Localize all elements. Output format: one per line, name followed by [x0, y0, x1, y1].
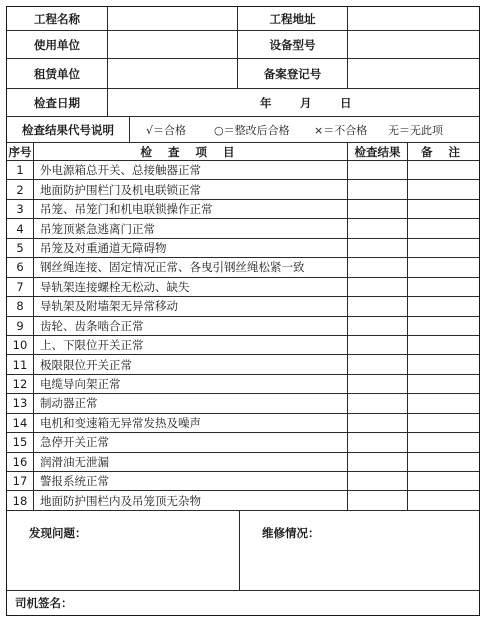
table-row — [7, 180, 479, 199]
repair-field[interactable] — [239, 511, 479, 590]
project-row — [7, 7, 479, 31]
table-row — [7, 297, 479, 316]
row-item: 地面防护围栏内及吊笼顶无杂物 — [33, 491, 347, 509]
row-result-field[interactable] — [347, 453, 407, 471]
month-label: 月 — [300, 95, 312, 110]
lessee-row — [7, 59, 479, 89]
user-unit-label: 使用单位 — [34, 37, 80, 52]
project-name-field[interactable] — [107, 7, 237, 30]
row-number: 8 — [16, 299, 24, 314]
row-result-field[interactable] — [347, 433, 407, 451]
table-row — [7, 317, 479, 336]
row-result-field[interactable] — [347, 258, 407, 276]
table-row — [7, 472, 479, 491]
lessee-unit-field[interactable] — [107, 59, 237, 88]
row-result-field[interactable] — [347, 161, 407, 179]
inspection-form — [6, 6, 480, 616]
row-result-field[interactable] — [347, 219, 407, 237]
row-result-field[interactable] — [347, 278, 407, 296]
table-header — [7, 143, 479, 161]
table-row — [7, 200, 479, 219]
day-label: 日 — [340, 95, 352, 110]
row-item: 吊笼、吊笼门和机电联锁操作正常 — [33, 200, 347, 218]
row-item: 外电源箱总开关、总接触器正常 — [33, 161, 347, 179]
year-label: 年 — [260, 95, 272, 110]
project-address-label: 工程地址 — [237, 7, 347, 30]
table-row — [7, 278, 479, 297]
row-result-field[interactable] — [347, 394, 407, 412]
table-row — [7, 258, 479, 277]
table-row — [7, 433, 479, 452]
row-item: 制动器正常 — [33, 394, 347, 412]
legend-rectified: ○＝整改后合格 — [214, 123, 290, 137]
row-result-field[interactable] — [347, 317, 407, 335]
driver-signature-label: 司机签名： — [15, 596, 73, 610]
row-number: 6 — [16, 260, 24, 275]
col-note-header: 备 注 — [407, 143, 479, 160]
row-number: 13 — [12, 396, 28, 411]
row-number: 9 — [16, 318, 24, 333]
registration-no-field[interactable] — [347, 59, 479, 88]
row-result-field[interactable] — [347, 355, 407, 373]
row-item: 吊笼顶紧急逃离门正常 — [33, 219, 347, 237]
row-result-field[interactable] — [347, 491, 407, 509]
col-no-header: 序号 — [8, 144, 32, 159]
row-result-field[interactable] — [347, 200, 407, 218]
row-note-field[interactable] — [407, 453, 479, 471]
user-unit-field[interactable] — [107, 31, 237, 58]
row-result-field[interactable] — [347, 239, 407, 257]
row-number: 14 — [12, 415, 28, 430]
row-note-field[interactable] — [407, 355, 479, 373]
row-note-field[interactable] — [407, 317, 479, 335]
row-item: 地面防护围栏门及机电联锁正常 — [33, 180, 347, 198]
row-note-field[interactable] — [407, 219, 479, 237]
row-item: 电缆导向架正常 — [33, 375, 347, 393]
row-item: 警报系统正常 — [33, 472, 347, 490]
row-item: 吊笼及对重通道无障碍物 — [33, 239, 347, 257]
table-row — [7, 394, 479, 413]
row-note-field[interactable] — [407, 278, 479, 296]
check-date-row — [7, 89, 479, 117]
row-result-field[interactable] — [347, 180, 407, 198]
legend-fail: ×＝不合格 — [314, 123, 368, 137]
row-number: 1 — [16, 163, 24, 178]
project-address-field[interactable] — [347, 7, 479, 30]
row-item: 导轨架及附墙架无异常移动 — [33, 297, 347, 315]
row-number: 15 — [12, 435, 28, 450]
row-item: 极限限位开关正常 — [33, 355, 347, 373]
row-note-field[interactable] — [407, 161, 479, 179]
signature-row — [7, 591, 479, 615]
project-name-label: 工程名称 — [34, 11, 80, 26]
row-number: 10 — [12, 338, 28, 353]
check-date-field[interactable] — [107, 89, 479, 116]
user-unit-row — [7, 31, 479, 59]
row-note-field[interactable] — [407, 375, 479, 393]
table-row — [7, 414, 479, 433]
row-note-field[interactable] — [407, 472, 479, 490]
row-note-field[interactable] — [407, 200, 479, 218]
row-number: 3 — [16, 202, 24, 217]
legend-label: 检查结果代号说明 — [22, 122, 114, 137]
row-number: 11 — [12, 357, 28, 372]
registration-no-label: 备案登记号 — [237, 59, 347, 88]
row-number: 5 — [16, 240, 24, 255]
row-number: 7 — [16, 279, 24, 294]
table-row — [7, 491, 479, 510]
row-number: 2 — [16, 182, 24, 197]
equipment-model-label: 设备型号 — [237, 31, 347, 58]
issues-label: 发现问题： — [29, 526, 87, 540]
legend-values — [129, 117, 479, 142]
row-result-field[interactable] — [347, 297, 407, 315]
row-result-field[interactable] — [347, 336, 407, 354]
table-row — [7, 375, 479, 394]
row-number: 18 — [12, 493, 28, 508]
row-item: 齿轮、齿条啮合正常 — [33, 317, 347, 335]
table-row — [7, 219, 479, 238]
row-result-field[interactable] — [347, 375, 407, 393]
row-number: 4 — [16, 221, 24, 236]
footer-notes-row — [7, 511, 479, 591]
row-note-field[interactable] — [407, 239, 479, 257]
table-row — [7, 453, 479, 472]
row-number: 12 — [12, 377, 28, 392]
row-note-field[interactable] — [407, 258, 479, 276]
issues-field[interactable] — [7, 511, 239, 590]
row-note-field[interactable] — [407, 491, 479, 509]
row-item: 钢丝绳连接、固定情况正常、各曳引钢丝绳松紧一致 — [33, 258, 347, 276]
row-number: 16 — [12, 454, 28, 469]
lessee-unit-label: 租赁单位 — [34, 66, 80, 81]
row-note-field[interactable] — [407, 180, 479, 198]
col-result-header: 检查结果 — [347, 143, 407, 160]
table-row — [7, 336, 479, 355]
legend-row — [7, 117, 479, 143]
row-note-field[interactable] — [407, 433, 479, 451]
row-number: 17 — [12, 474, 28, 489]
row-item: 急停开关正常 — [33, 433, 347, 451]
col-item-header: 检 查 项 目 — [33, 143, 347, 160]
row-item: 润滑油无泄漏 — [33, 453, 347, 471]
row-item: 导轨架连接螺栓无松动、缺失 — [33, 278, 347, 296]
legend-pass: √＝合格 — [146, 123, 187, 137]
row-note-field[interactable] — [407, 414, 479, 432]
legend-none: 无＝无此项 — [388, 123, 443, 137]
repair-label: 维修情况： — [262, 526, 320, 540]
equipment-model-field[interactable] — [347, 31, 479, 58]
row-result-field[interactable] — [347, 472, 407, 490]
row-note-field[interactable] — [407, 336, 479, 354]
table-row — [7, 239, 479, 258]
row-item: 电机和变速箱无异常发热及噪声 — [33, 414, 347, 432]
row-note-field[interactable] — [407, 297, 479, 315]
row-result-field[interactable] — [347, 414, 407, 432]
row-note-field[interactable] — [407, 394, 479, 412]
check-date-label: 检查日期 — [34, 95, 80, 110]
row-item: 上、下限位开关正常 — [33, 336, 347, 354]
table-row — [7, 161, 479, 180]
table-row — [7, 355, 479, 374]
